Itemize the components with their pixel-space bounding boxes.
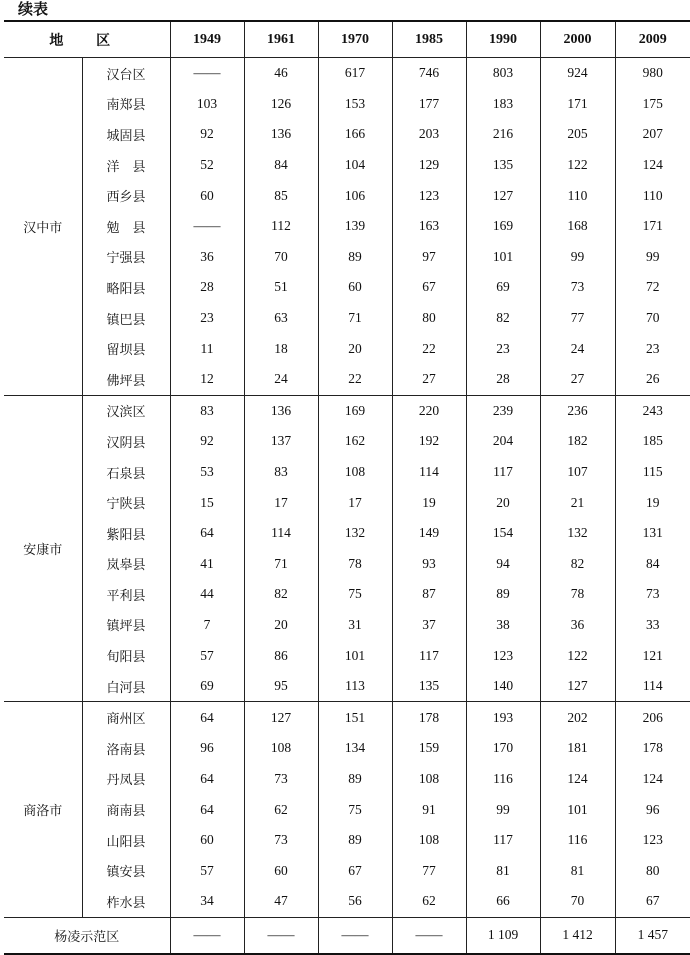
value-cell: 56 xyxy=(318,886,392,917)
value-cell: 101 xyxy=(318,640,392,671)
value-cell: 85 xyxy=(244,180,318,211)
value-cell: 80 xyxy=(615,855,690,886)
value-cell: 70 xyxy=(244,242,318,273)
value-cell: 27 xyxy=(540,364,615,395)
value-cell: 154 xyxy=(466,518,540,549)
value-cell: 162 xyxy=(318,426,392,457)
value-cell: 89 xyxy=(466,579,540,610)
value-cell: 122 xyxy=(540,640,615,671)
value-cell: 20 xyxy=(318,333,392,364)
value-cell: 99 xyxy=(615,242,690,273)
table-row xyxy=(4,333,690,364)
value-cell: 80 xyxy=(392,303,466,334)
county-cell: 宁陕县 xyxy=(82,487,170,518)
value-cell: 82 xyxy=(244,579,318,610)
value-cell: 27 xyxy=(392,364,466,395)
county-cell: 白河县 xyxy=(82,671,170,702)
table-row xyxy=(4,702,690,733)
table-row xyxy=(4,395,690,426)
value-cell: 17 xyxy=(244,487,318,518)
county-cell: 勉 县 xyxy=(82,211,170,242)
value-cell: 112 xyxy=(244,211,318,242)
value-cell: 185 xyxy=(615,426,690,457)
table-row xyxy=(4,303,690,334)
value-cell: 123 xyxy=(615,825,690,856)
table-row xyxy=(4,426,690,457)
value-cell: 83 xyxy=(170,395,244,426)
value-cell: 41 xyxy=(170,549,244,580)
value-cell: 140 xyxy=(466,671,540,702)
value-cell: 136 xyxy=(244,119,318,150)
value-cell: 78 xyxy=(540,579,615,610)
value-cell: 135 xyxy=(392,671,466,702)
value-cell: 123 xyxy=(392,180,466,211)
table-row xyxy=(4,825,690,856)
value-cell: 82 xyxy=(466,303,540,334)
value-cell: —— xyxy=(170,58,244,89)
value-cell: 66 xyxy=(466,886,540,917)
value-cell: —— xyxy=(318,917,392,954)
value-cell: 205 xyxy=(540,119,615,150)
value-cell: 110 xyxy=(540,180,615,211)
county-cell: 镇安县 xyxy=(82,855,170,886)
value-cell: 204 xyxy=(466,426,540,457)
value-cell: 22 xyxy=(392,333,466,364)
value-cell: 73 xyxy=(244,764,318,795)
year-column-header: 1949 xyxy=(170,21,244,58)
value-cell: 64 xyxy=(170,764,244,795)
value-cell: 71 xyxy=(318,303,392,334)
value-cell: 82 xyxy=(540,549,615,580)
value-cell: —— xyxy=(170,917,244,954)
value-cell: 175 xyxy=(615,89,690,120)
value-cell: 124 xyxy=(615,150,690,181)
value-cell: 803 xyxy=(466,58,540,89)
value-cell: —— xyxy=(392,917,466,954)
value-cell: 77 xyxy=(392,855,466,886)
value-cell: 127 xyxy=(540,671,615,702)
value-cell: 96 xyxy=(615,794,690,825)
value-cell: 83 xyxy=(244,457,318,488)
value-cell: 980 xyxy=(615,58,690,89)
value-cell: 17 xyxy=(318,487,392,518)
table-row xyxy=(4,733,690,764)
county-cell: 紫阳县 xyxy=(82,518,170,549)
value-cell: 108 xyxy=(392,825,466,856)
value-cell: 163 xyxy=(392,211,466,242)
value-cell: 243 xyxy=(615,395,690,426)
value-cell: 69 xyxy=(170,671,244,702)
table-row xyxy=(4,487,690,518)
value-cell: 192 xyxy=(392,426,466,457)
value-cell: 28 xyxy=(466,364,540,395)
value-cell: 78 xyxy=(318,549,392,580)
value-cell: 106 xyxy=(318,180,392,211)
table-row xyxy=(4,855,690,886)
county-cell: 洋 县 xyxy=(82,150,170,181)
value-cell: 20 xyxy=(466,487,540,518)
value-cell: 94 xyxy=(466,549,540,580)
value-cell: 26 xyxy=(615,364,690,395)
value-cell: 117 xyxy=(466,825,540,856)
county-cell: 镇坪县 xyxy=(82,610,170,641)
value-cell: 81 xyxy=(540,855,615,886)
value-cell: 108 xyxy=(244,733,318,764)
value-cell: 178 xyxy=(392,702,466,733)
county-cell: 留坝县 xyxy=(82,333,170,364)
value-cell: 114 xyxy=(615,671,690,702)
value-cell: 20 xyxy=(244,610,318,641)
value-cell: 92 xyxy=(170,119,244,150)
value-cell: 178 xyxy=(615,733,690,764)
county-cell: 平利县 xyxy=(82,579,170,610)
value-cell: 183 xyxy=(466,89,540,120)
value-cell: 206 xyxy=(615,702,690,733)
value-cell: 96 xyxy=(170,733,244,764)
year-column-header: 1985 xyxy=(392,21,466,58)
value-cell: 132 xyxy=(540,518,615,549)
value-cell: 137 xyxy=(244,426,318,457)
value-cell: 159 xyxy=(392,733,466,764)
county-cell: 柞水县 xyxy=(82,886,170,917)
value-cell: 116 xyxy=(466,764,540,795)
value-cell: 60 xyxy=(170,825,244,856)
header-row xyxy=(4,21,690,58)
value-cell: 7 xyxy=(170,610,244,641)
year-column-header: 1990 xyxy=(466,21,540,58)
county-cell: 汉阴县 xyxy=(82,426,170,457)
value-cell: 113 xyxy=(318,671,392,702)
value-cell: 11 xyxy=(170,333,244,364)
value-cell: 57 xyxy=(170,855,244,886)
city-cell: 安康市 xyxy=(4,395,82,702)
value-cell: 69 xyxy=(466,272,540,303)
county-cell: 佛坪县 xyxy=(82,364,170,395)
value-cell: —— xyxy=(244,917,318,954)
value-cell: 28 xyxy=(170,272,244,303)
summary-row xyxy=(4,917,690,954)
value-cell: 132 xyxy=(318,518,392,549)
value-cell: 171 xyxy=(540,89,615,120)
value-cell: 86 xyxy=(244,640,318,671)
year-column-header: 1970 xyxy=(318,21,392,58)
value-cell: 87 xyxy=(392,579,466,610)
value-cell: 52 xyxy=(170,150,244,181)
county-cell: 南郑县 xyxy=(82,89,170,120)
value-cell: 171 xyxy=(615,211,690,242)
value-cell: 15 xyxy=(170,487,244,518)
city-cell: 汉中市 xyxy=(4,58,82,396)
value-cell: 99 xyxy=(466,794,540,825)
county-cell: 丹凤县 xyxy=(82,764,170,795)
table-row xyxy=(4,610,690,641)
year-column-header: 1961 xyxy=(244,21,318,58)
county-cell: 汉台区 xyxy=(82,58,170,89)
value-cell: 207 xyxy=(615,119,690,150)
value-cell: 57 xyxy=(170,640,244,671)
value-cell: 116 xyxy=(540,825,615,856)
value-cell: 67 xyxy=(318,855,392,886)
value-cell: 84 xyxy=(244,150,318,181)
county-cell: 西乡县 xyxy=(82,180,170,211)
table-row xyxy=(4,794,690,825)
value-cell: 31 xyxy=(318,610,392,641)
value-cell: 46 xyxy=(244,58,318,89)
value-cell: 33 xyxy=(615,610,690,641)
value-cell: 24 xyxy=(540,333,615,364)
value-cell: 34 xyxy=(170,886,244,917)
value-cell: 127 xyxy=(466,180,540,211)
value-cell: 617 xyxy=(318,58,392,89)
county-cell: 旬阳县 xyxy=(82,640,170,671)
value-cell: 70 xyxy=(540,886,615,917)
table-row xyxy=(4,640,690,671)
value-cell: 12 xyxy=(170,364,244,395)
table-row xyxy=(4,886,690,917)
table-row xyxy=(4,549,690,580)
table-row xyxy=(4,58,690,89)
value-cell: 103 xyxy=(170,89,244,120)
value-cell: 110 xyxy=(615,180,690,211)
value-cell: 202 xyxy=(540,702,615,733)
value-cell: 95 xyxy=(244,671,318,702)
value-cell: 36 xyxy=(540,610,615,641)
value-cell: 36 xyxy=(170,242,244,273)
value-cell: 62 xyxy=(244,794,318,825)
value-cell: 21 xyxy=(540,487,615,518)
county-cell: 商州区 xyxy=(82,702,170,733)
value-cell: 38 xyxy=(466,610,540,641)
value-cell: 220 xyxy=(392,395,466,426)
summary-name-cell: 杨凌示范区 xyxy=(4,917,170,954)
value-cell: 23 xyxy=(170,303,244,334)
value-cell: 129 xyxy=(392,150,466,181)
table-row xyxy=(4,89,690,120)
value-cell: 131 xyxy=(615,518,690,549)
value-cell: 19 xyxy=(615,487,690,518)
value-cell: 73 xyxy=(540,272,615,303)
value-cell: —— xyxy=(170,211,244,242)
value-cell: 67 xyxy=(615,886,690,917)
value-cell: 89 xyxy=(318,825,392,856)
value-cell: 153 xyxy=(318,89,392,120)
value-cell: 51 xyxy=(244,272,318,303)
value-cell: 89 xyxy=(318,242,392,273)
county-cell: 宁强县 xyxy=(82,242,170,273)
county-cell: 略阳县 xyxy=(82,272,170,303)
table-row xyxy=(4,364,690,395)
value-cell: 19 xyxy=(392,487,466,518)
value-cell: 22 xyxy=(318,364,392,395)
value-cell: 166 xyxy=(318,119,392,150)
table-caption: 续表 xyxy=(18,0,49,18)
value-cell: 18 xyxy=(244,333,318,364)
county-cell: 洛南县 xyxy=(82,733,170,764)
value-cell: 127 xyxy=(244,702,318,733)
value-cell: 92 xyxy=(170,426,244,457)
value-cell: 746 xyxy=(392,58,466,89)
city-cell: 商洛市 xyxy=(4,702,82,917)
value-cell: 924 xyxy=(540,58,615,89)
value-cell: 139 xyxy=(318,211,392,242)
data-table xyxy=(4,20,690,955)
value-cell: 126 xyxy=(244,89,318,120)
value-cell: 81 xyxy=(466,855,540,886)
value-cell: 67 xyxy=(392,272,466,303)
value-cell: 91 xyxy=(392,794,466,825)
value-cell: 117 xyxy=(392,640,466,671)
county-cell: 城固县 xyxy=(82,119,170,150)
value-cell: 108 xyxy=(318,457,392,488)
value-cell: 47 xyxy=(244,886,318,917)
value-cell: 151 xyxy=(318,702,392,733)
county-cell: 汉滨区 xyxy=(82,395,170,426)
value-cell: 64 xyxy=(170,518,244,549)
value-cell: 122 xyxy=(540,150,615,181)
value-cell: 77 xyxy=(540,303,615,334)
value-cell: 149 xyxy=(392,518,466,549)
value-cell: 23 xyxy=(466,333,540,364)
value-cell: 123 xyxy=(466,640,540,671)
table-row xyxy=(4,272,690,303)
value-cell: 134 xyxy=(318,733,392,764)
value-cell: 70 xyxy=(615,303,690,334)
value-cell: 177 xyxy=(392,89,466,120)
value-cell: 64 xyxy=(170,702,244,733)
value-cell: 181 xyxy=(540,733,615,764)
value-cell: 114 xyxy=(244,518,318,549)
value-cell: 75 xyxy=(318,579,392,610)
table-body xyxy=(4,58,690,954)
county-cell: 石泉县 xyxy=(82,457,170,488)
value-cell: 203 xyxy=(392,119,466,150)
value-cell: 53 xyxy=(170,457,244,488)
value-cell: 101 xyxy=(540,794,615,825)
value-cell: 193 xyxy=(466,702,540,733)
value-cell: 124 xyxy=(615,764,690,795)
value-cell: 72 xyxy=(615,272,690,303)
county-cell: 商南县 xyxy=(82,794,170,825)
value-cell: 73 xyxy=(244,825,318,856)
value-cell: 135 xyxy=(466,150,540,181)
value-cell: 37 xyxy=(392,610,466,641)
table-row xyxy=(4,764,690,795)
region-column-header: 地 区 xyxy=(4,21,170,58)
value-cell: 1 109 xyxy=(466,917,540,954)
value-cell: 60 xyxy=(244,855,318,886)
value-cell: 24 xyxy=(244,364,318,395)
value-cell: 71 xyxy=(244,549,318,580)
value-cell: 114 xyxy=(392,457,466,488)
value-cell: 170 xyxy=(466,733,540,764)
value-cell: 108 xyxy=(392,764,466,795)
value-cell: 73 xyxy=(615,579,690,610)
value-cell: 168 xyxy=(540,211,615,242)
value-cell: 117 xyxy=(466,457,540,488)
value-cell: 169 xyxy=(466,211,540,242)
value-cell: 63 xyxy=(244,303,318,334)
value-cell: 216 xyxy=(466,119,540,150)
county-cell: 岚皋县 xyxy=(82,549,170,580)
value-cell: 99 xyxy=(540,242,615,273)
table-row xyxy=(4,242,690,273)
value-cell: 1 457 xyxy=(615,917,690,954)
county-cell: 山阳县 xyxy=(82,825,170,856)
value-cell: 60 xyxy=(318,272,392,303)
value-cell: 60 xyxy=(170,180,244,211)
value-cell: 93 xyxy=(392,549,466,580)
value-cell: 44 xyxy=(170,579,244,610)
county-cell: 镇巴县 xyxy=(82,303,170,334)
year-column-header: 2000 xyxy=(540,21,615,58)
value-cell: 239 xyxy=(466,395,540,426)
table-row xyxy=(4,457,690,488)
value-cell: 23 xyxy=(615,333,690,364)
value-cell: 84 xyxy=(615,549,690,580)
value-cell: 101 xyxy=(466,242,540,273)
value-cell: 75 xyxy=(318,794,392,825)
value-cell: 107 xyxy=(540,457,615,488)
value-cell: 236 xyxy=(540,395,615,426)
value-cell: 62 xyxy=(392,886,466,917)
year-column-header: 2009 xyxy=(615,21,690,58)
value-cell: 97 xyxy=(392,242,466,273)
value-cell: 182 xyxy=(540,426,615,457)
value-cell: 1 412 xyxy=(540,917,615,954)
value-cell: 115 xyxy=(615,457,690,488)
table-row xyxy=(4,671,690,702)
table-row xyxy=(4,211,690,242)
table-row xyxy=(4,518,690,549)
value-cell: 64 xyxy=(170,794,244,825)
value-cell: 136 xyxy=(244,395,318,426)
table-row xyxy=(4,579,690,610)
value-cell: 169 xyxy=(318,395,392,426)
table-row xyxy=(4,180,690,211)
value-cell: 104 xyxy=(318,150,392,181)
value-cell: 121 xyxy=(615,640,690,671)
value-cell: 89 xyxy=(318,764,392,795)
table-row xyxy=(4,119,690,150)
table-row xyxy=(4,150,690,181)
value-cell: 124 xyxy=(540,764,615,795)
